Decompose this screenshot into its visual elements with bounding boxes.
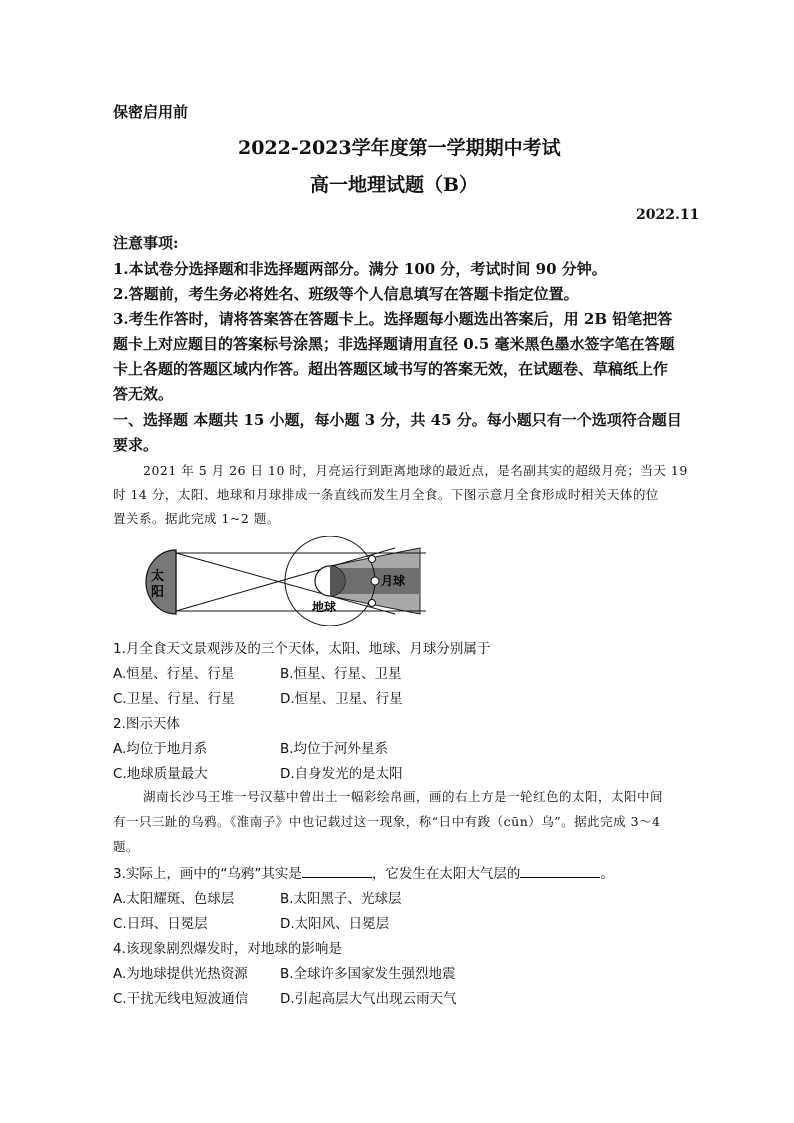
passage-line: 有一只三趾的乌鸦。《淮南子》中也记载过这一现象，称“日中有踆（cūn）乌”。据此完成 3～4 <box>113 814 661 829</box>
stem-part: 。 <box>600 866 614 882</box>
option-a: A.为地球提供光热资源 <box>113 966 248 982</box>
stem-part: 3.实际上，画中的“乌鸦”其实是 <box>113 866 302 882</box>
notice-line: 2.答题前，考生务必将姓名、班级等个人信息填写在答题卡指定位置。 <box>113 285 579 303</box>
option-a: A.太阳耀斑、色球层 <box>113 891 235 907</box>
notice-heading: 注意事项: <box>113 234 179 252</box>
option-b: B.太阳黑子、光球层 <box>280 891 402 907</box>
exam-title: 2022-2023学年度第一学期期中考试 <box>238 137 561 159</box>
stem-part: ，它发生在太阳大气层的 <box>371 866 521 882</box>
moon-label: 月球 <box>381 574 406 588</box>
option-c: C.卫星、行星、行星 <box>113 691 235 707</box>
sun-label: 阳 <box>151 585 165 600</box>
question-stem: 2.图示天体 <box>113 716 180 732</box>
earth-label: 地球 <box>312 600 337 614</box>
option-d: D.恒星、卫星、行星 <box>280 691 403 707</box>
moon-position <box>371 577 379 585</box>
option-c: C.日珥、日冕层 <box>113 916 208 932</box>
question-stem: 4.该现象剧烈爆发时，对地球的影响是 <box>113 941 342 957</box>
passage-line: 时 14 分，太阳、地球和月球排成一条直线而发生月全食。下图示意月全食形成时相关天体的位 <box>113 487 659 502</box>
notice-line: 3.考生作答时，请将答案答在答题卡上。选择题每小题选出答案后，用 2B 铅笔把答 <box>113 310 673 328</box>
option-c: C.干扰无线电短波通信 <box>113 991 249 1007</box>
option-b: B.恒星、行星、卫星 <box>280 666 402 682</box>
option-d: D.引起高层大气出现云雨天气 <box>280 991 457 1007</box>
exam-subtitle: 高一地理试题（B） <box>310 174 479 196</box>
notice-line: 1.本试卷分选择题和非选择题两部分。满分 100 分，考试时间 90 分钟。 <box>113 260 607 278</box>
question-stem: 1.月全食天文景观涉及的三个天体，太阳、地球、月球分别属于 <box>113 641 491 657</box>
moon-position <box>369 600 376 607</box>
notice-line: 卡上各题的答题区域内作答。超出答题区域书写的答案无效，在试题卷、草稿纸上作 <box>113 360 669 378</box>
exam-date: 2022.11 <box>636 207 700 223</box>
section-heading: 要求。 <box>113 436 159 454</box>
option-b: B.全球许多国家发生强烈地震 <box>280 966 456 982</box>
option-d: D.太阳风、日冕层 <box>280 916 390 932</box>
passage-line: 置关系。据此完成 1~2 题。 <box>113 511 280 526</box>
answer-blank <box>520 865 600 878</box>
passage-line: 2021 年 5 月 26 日 10 时，月亮运行到距离地球的最近点，是名副其实的超级月亮；当天 19 <box>143 463 688 478</box>
secret-label: 保密启用前 <box>113 103 189 121</box>
option-a: A.均位于地月系 <box>113 741 208 757</box>
option-b: B.均位于河外星系 <box>280 741 389 757</box>
sun-label: 太 <box>151 569 165 584</box>
option-d: D.自身发光的是太阳 <box>280 766 403 782</box>
lunar-eclipse-diagram <box>140 536 430 626</box>
option-c: C.地球质量最大 <box>113 766 208 782</box>
section-heading: 一、选择题 本题共 15 小题，每小题 3 分，共 45 分。每小题只有一个选项符合题目 <box>113 411 682 429</box>
moon-position <box>369 556 376 563</box>
question-stem <box>113 862 614 882</box>
passage-line: 题。 <box>113 839 140 854</box>
notice-line: 题卡上对应题目的答案标号涂黑；非选择题请用直径 0.5 毫米黑色墨水签字笔在答题 <box>113 335 675 353</box>
passage-line: 湖南长沙马王堆一号汉墓中曾出土一幅彩绘帛画，画的右上方是一轮红色的太阳，太阳中间 <box>143 789 664 804</box>
notice-line: 答无效。 <box>113 385 174 403</box>
answer-blank <box>302 865 372 878</box>
option-a: A.恒星、行星、行星 <box>113 666 235 682</box>
